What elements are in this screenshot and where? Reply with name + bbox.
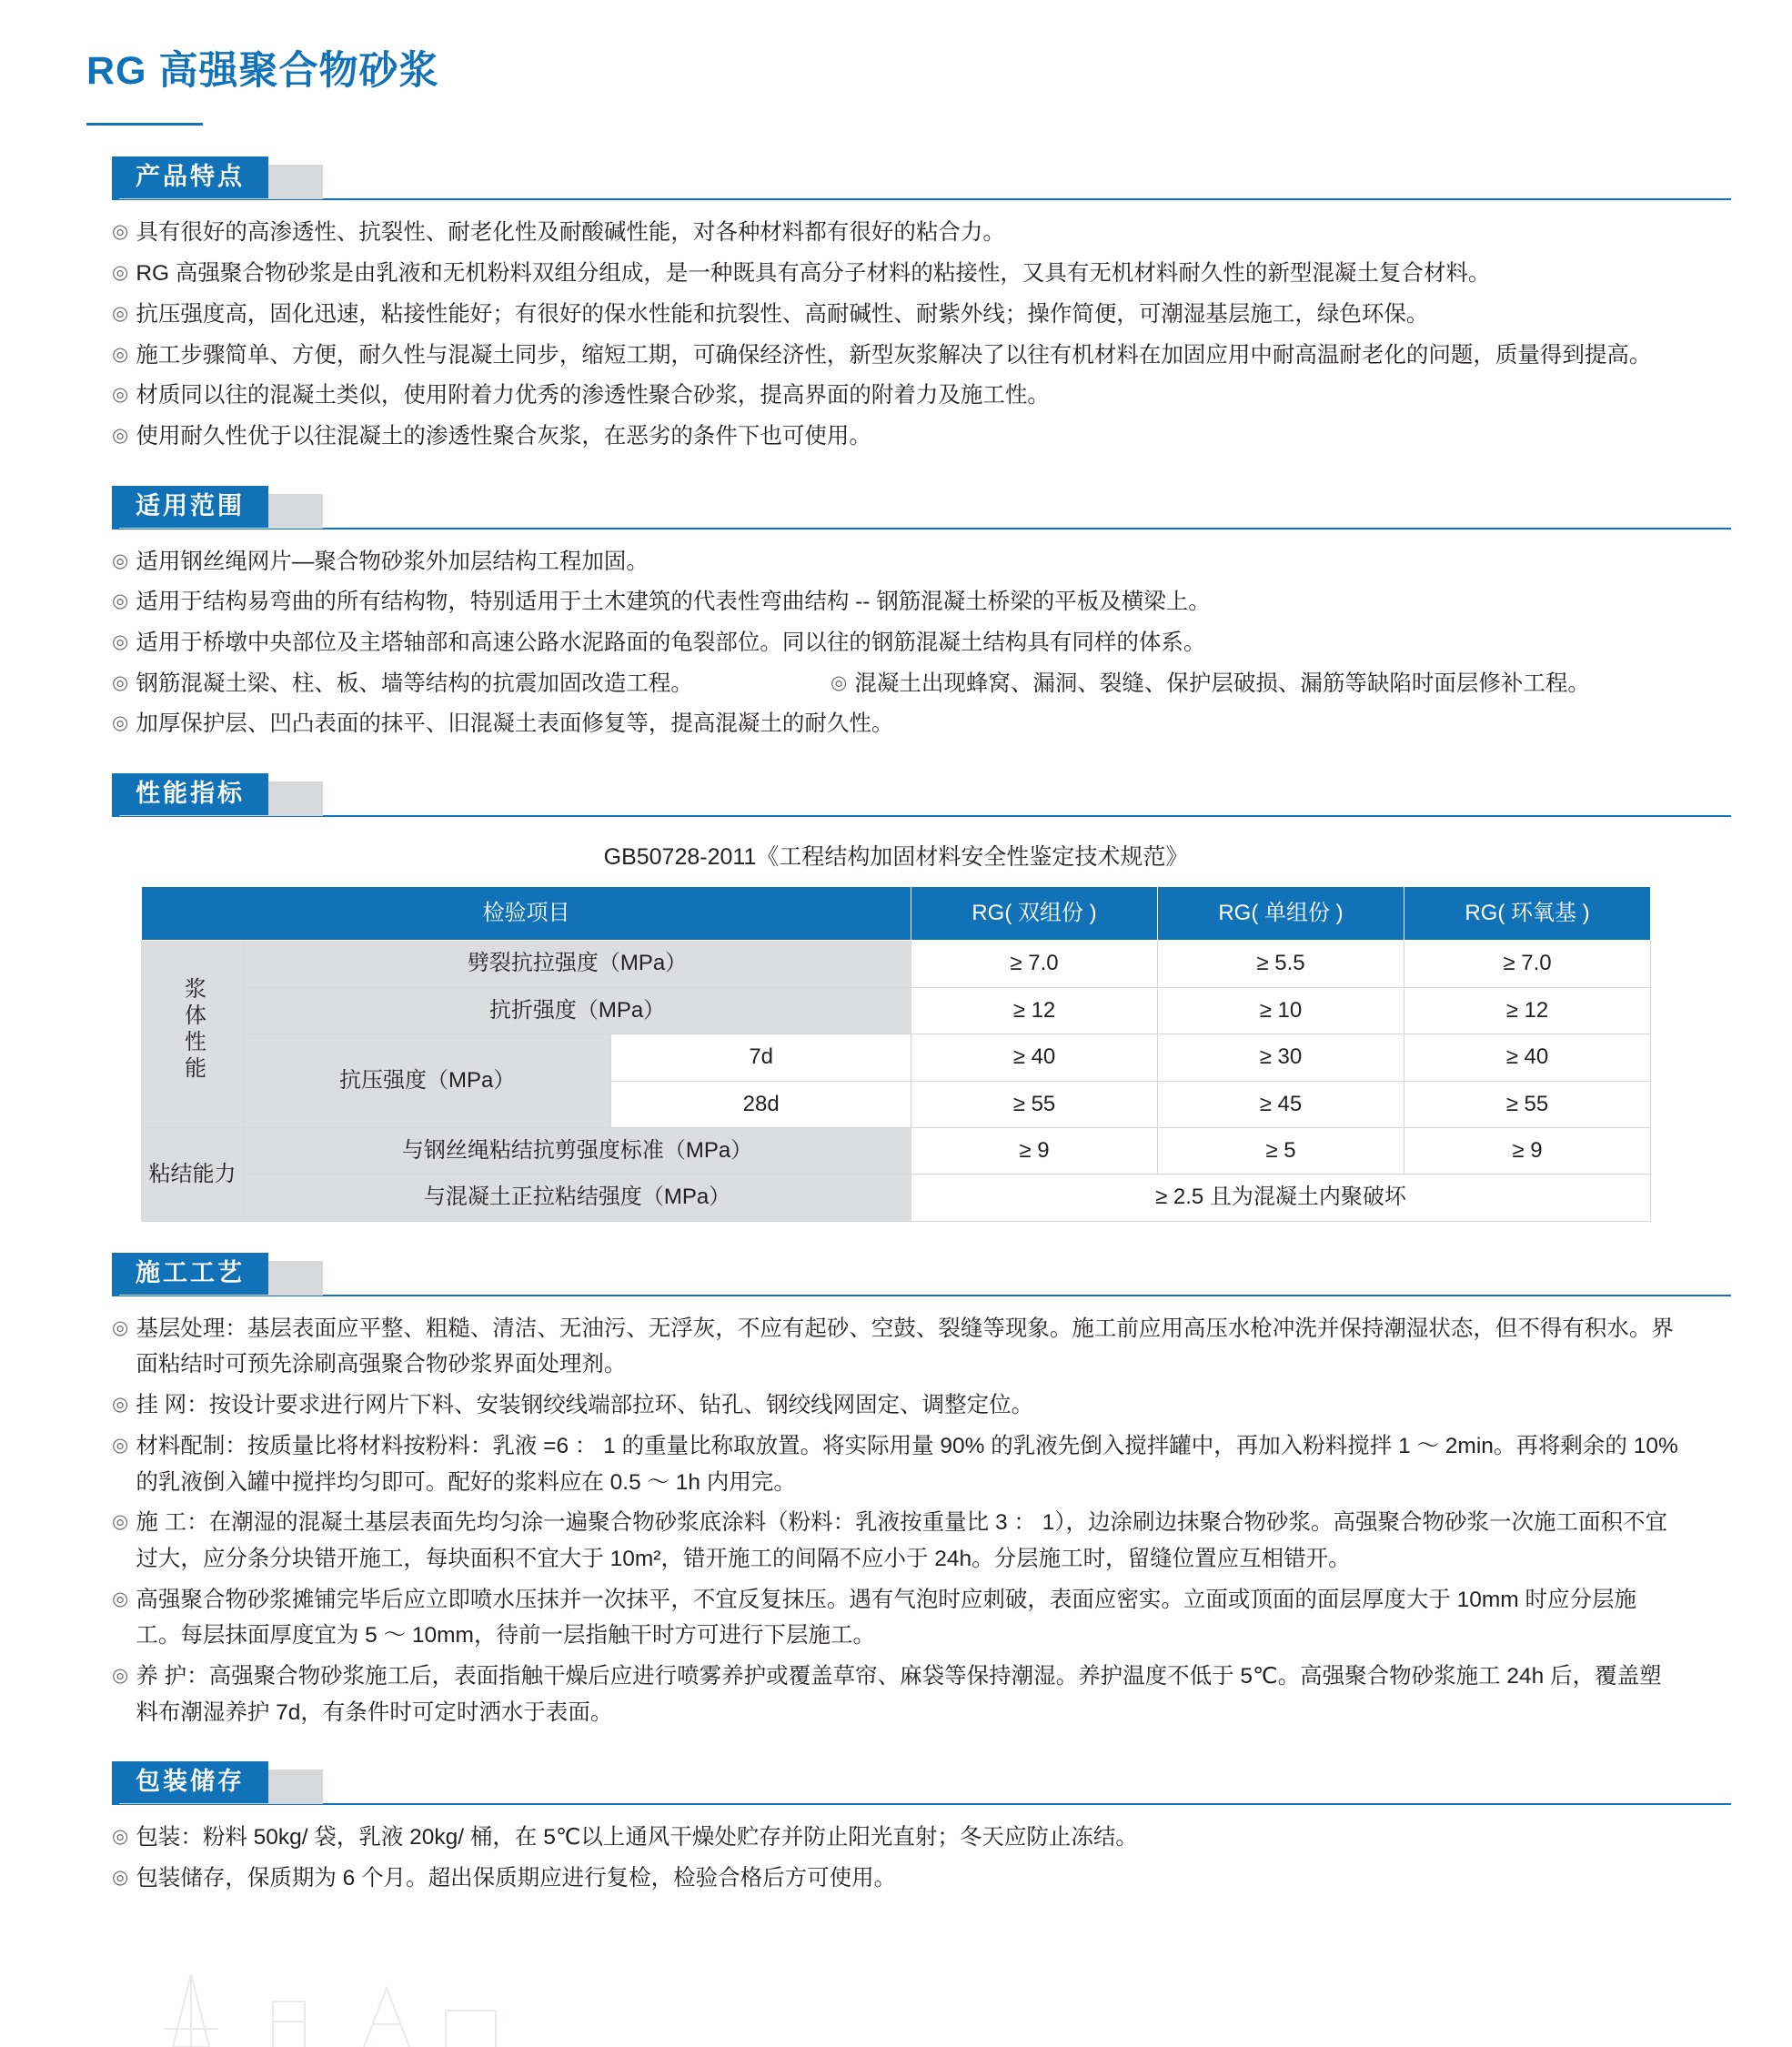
table-row <box>142 1034 1651 1081</box>
bullet-icon: ◎ <box>112 630 129 652</box>
document-page <box>0 26 1792 2047</box>
list-item <box>112 706 1680 742</box>
list-item-text: 钢筋混凝土梁、柱、板、墙等结构的抗震加固改造工程。 <box>136 671 693 696</box>
cell-value: ≥ 55 <box>1404 1081 1650 1127</box>
title-underline <box>86 123 203 126</box>
section-header-rule <box>112 528 1731 529</box>
section-header-label: 适用范围 <box>112 486 268 528</box>
list-item <box>112 1860 1680 1897</box>
packaging-list <box>86 1820 1706 1896</box>
section-header-rule <box>112 1295 1731 1296</box>
list-item-text: 混凝土出现蜂窝、漏洞、裂缝、保护层破损、漏筋等缺陷时面层修补工程。 <box>854 671 1590 696</box>
cell-value-merged: ≥ 2.5 且为混凝土内聚破坏 <box>911 1175 1651 1221</box>
performance-table <box>141 886 1651 1222</box>
list-item <box>112 1428 1680 1500</box>
cell-value: ≥ 5 <box>1158 1128 1404 1175</box>
bullet-icon: ◎ <box>112 1826 129 1848</box>
bullet-icon: ◎ <box>112 1434 129 1456</box>
cell-value: ≥ 30 <box>1158 1034 1404 1081</box>
list-item <box>112 544 1680 580</box>
bullet-icon: ◎ <box>112 1394 129 1416</box>
scope-list <box>86 544 1706 742</box>
list-item-text: 包装：粉料 50kg/ 袋，乳液 20kg/ 桶，在 5℃以上通风干燥处贮存并防止阳光直射；冬天应防止冻结。 <box>136 1825 1138 1850</box>
section-header-label: 施工工艺 <box>112 1253 268 1295</box>
table-header-row <box>142 887 1651 941</box>
cell-value: ≥ 55 <box>911 1081 1158 1127</box>
list-item-text: 使用耐久性优于以往混凝土的渗透性聚合灰浆，在恶劣的条件下也可使用。 <box>136 423 871 449</box>
list-item <box>112 1387 1680 1424</box>
list-item-text: 具有很好的高渗透性、抗裂性、耐老化性及耐酸碱性能，对各种材料都有很好的粘合力。 <box>136 220 1005 246</box>
decorative-watermark <box>136 1938 518 2047</box>
section-header-features <box>112 156 1706 198</box>
bullet-icon: ◎ <box>112 712 129 734</box>
row-group-label-slurry: 浆体性能 <box>142 941 244 1128</box>
section-header-label: 性能指标 <box>112 773 268 815</box>
cell-value: ≥ 9 <box>911 1128 1158 1175</box>
list-item-text: RG 高强聚合物砂浆是由乳液和无机粉料双组分组成，是一种既具有高分子材料的粘接性，又具有无机材料耐久性的新型混凝土复合材料。 <box>136 261 1491 287</box>
bullet-icon: ◎ <box>112 671 129 693</box>
list-item-text: 材质同以往的混凝土类似，使用附着力优秀的渗透性聚合砂浆，提高界面的附着力及施工性。 <box>136 383 1050 408</box>
list-item <box>112 418 1680 455</box>
cell-value: ≥ 40 <box>1404 1034 1650 1081</box>
cell-value: ≥ 12 <box>1404 987 1650 1034</box>
row-label: 抗折强度（MPa） <box>244 987 911 1034</box>
row-label: 劈裂抗拉强度（MPa） <box>244 941 911 987</box>
bullet-icon: ◎ <box>112 1588 129 1609</box>
list-item <box>112 666 831 702</box>
bullet-icon: ◎ <box>112 302 129 324</box>
list-item-text: 施 工：在潮湿的混凝土基层表面先均匀涂一遍聚合物砂浆底涂料（粉料：乳液按重量比 3 ： 1），边涂刷边抹聚合物砂浆。高强聚合物砂浆一次施工面积不宜过大，应分条分块错开施工，每块面积不宜大于 10m²，错开施工的间隔不应小于 24h。分层施工时，留缝位置应互相错开。 <box>136 1510 1668 1571</box>
list-item-text: 抗压强度高，固化迅速，粘接性能好；有很好的保水性能和抗裂性、高耐碱性、耐紫外线；操作简便，可潮湿基层施工，绿色环保。 <box>136 301 1429 327</box>
column-header-rg-two-part: RG( 双组份 ) <box>911 887 1158 941</box>
bullet-icon: ◎ <box>112 1867 129 1889</box>
column-header-rg-epoxy: RG( 环氧基 ) <box>1404 887 1650 941</box>
list-item-text: 适用于桥墩中央部位及主塔轴部和高速公路水泥路面的龟裂部位。同以往的钢筋混凝土结构具有同样的体系。 <box>136 630 1206 655</box>
bullet-icon: ◎ <box>112 1316 129 1338</box>
cell-value: ≥ 9 <box>1404 1128 1650 1175</box>
list-item <box>112 297 1680 333</box>
list-item <box>112 256 1680 292</box>
cell-value: ≥ 10 <box>1158 987 1404 1034</box>
section-header-scope <box>112 486 1706 528</box>
cell-value: ≥ 5.5 <box>1158 941 1404 987</box>
row-group-label-bonding: 粘结能力 <box>142 1128 244 1222</box>
table-row <box>142 1128 1651 1175</box>
list-item <box>831 666 1590 702</box>
row-sublabel: 7d <box>611 1034 911 1081</box>
table-row <box>142 1175 1651 1221</box>
table-row <box>142 987 1651 1034</box>
bullet-icon: ◎ <box>112 343 129 365</box>
list-item <box>112 215 1680 251</box>
table-row <box>142 941 1651 987</box>
cell-value: ≥ 7.0 <box>1404 941 1650 987</box>
row-sublabel: 28d <box>611 1081 911 1127</box>
list-item-text: 挂 网：按设计要求进行网片下料、安装钢绞线端部拉环、钻孔、钢绞线网固定、调整定位。 <box>136 1393 1034 1418</box>
list-item-text: 养 护：高强聚合物砂浆施工后，表面指触干燥后应进行喷雾养护或覆盖草帘、麻袋等保持潮湿。养护温度不低于 5℃。高强聚合物砂浆施工 24h 后，覆盖塑料布潮湿养护 7d，有条件时可定时洒水于表面。 <box>136 1663 1662 1725</box>
list-item <box>112 1820 1680 1856</box>
list-item <box>112 625 1680 661</box>
section-header-performance <box>112 773 1706 815</box>
list-item-text: 高强聚合物砂浆摊铺完毕后应立即喷水压抹并一次抹平，不宜反复抹压。遇有气泡时应刺破，表面应密实。立面或顶面的面层厚度大于 10mm 时应分层施工。每层抹面厚度宜为 5 ～ 10mm，待前一层指触干时方可进行下层施工。 <box>136 1587 1637 1649</box>
list-item-text: 基层处理：基层表面应平整、粗糙、清洁、无油污、无浮灰，不应有起砂、空鼓、裂缝等现象。施工前应用高压水枪冲洗并保持潮湿状态，但不得有积水。界面粘结时可预先涂刷高强聚合物砂浆界面处理剂。 <box>136 1316 1674 1377</box>
list-item-text: 适用钢丝绳网片—聚合物砂浆外加层结构工程加固。 <box>136 549 649 574</box>
table-caption: GB50728-2011《工程结构加固材料安全性鉴定技术规范》 <box>603 844 1189 871</box>
section-header-rule <box>112 1803 1731 1805</box>
column-header-rg-one-part: RG( 单组份 ) <box>1158 887 1404 941</box>
list-item <box>112 338 1680 374</box>
list-item <box>112 1311 1680 1383</box>
section-header-label: 产品特点 <box>112 156 268 198</box>
row-label: 抗压强度（MPa） <box>244 1034 611 1128</box>
cell-value: ≥ 12 <box>911 987 1158 1034</box>
cell-value: ≥ 7.0 <box>911 941 1158 987</box>
list-item <box>112 1582 1680 1654</box>
cell-value: ≥ 40 <box>911 1034 1158 1081</box>
section-header-process <box>112 1253 1706 1295</box>
list-item-text: 适用于结构易弯曲的所有结构物，特别适用于土木建筑的代表性弯曲结构 -- 钢筋混凝土桥梁的平板及横梁上。 <box>136 590 1211 615</box>
list-item-text: 加厚保护层、凹凸表面的抹平、旧混凝土表面修复等，提高混凝土的耐久性。 <box>136 711 894 737</box>
column-header-item: 检验项目 <box>142 887 911 941</box>
bullet-icon: ◎ <box>112 1664 129 1686</box>
features-list <box>86 215 1706 454</box>
list-item-two-column <box>112 666 1680 702</box>
page-title: RG 高强聚合物砂浆 <box>86 48 439 93</box>
bullet-icon: ◎ <box>112 384 129 406</box>
list-item-text: 施工步骤简单、方便，耐久性与混凝土同步，缩短工期，可确保经济性，新型灰浆解决了以往有机材料在加固应用中耐高温耐老化的问题，质量得到提高。 <box>136 342 1652 368</box>
list-item-text: 材料配制：按质量比将材料按粉料：乳液 =6 ： 1 的重量比称取放置。将实际用量 90% 的乳液先倒入搅拌罐中，再加入粉料搅拌 1 ～ 2min。再将剩余的 10% 的乳液倒入罐中搅拌均匀即可。配好的浆料应在 0.5 ～ 1h 内用完。 <box>136 1433 1678 1495</box>
bullet-icon: ◎ <box>112 424 129 446</box>
list-item <box>112 584 1680 620</box>
bullet-icon: ◎ <box>112 221 129 243</box>
process-list <box>86 1311 1706 1731</box>
section-header-packaging <box>112 1761 1706 1803</box>
bullet-icon: ◎ <box>112 262 129 284</box>
bullet-icon: ◎ <box>112 590 129 612</box>
section-header-rule <box>112 815 1731 817</box>
bullet-icon: ◎ <box>831 671 848 693</box>
row-label: 与钢丝绳粘结抗剪强度标准（MPa） <box>244 1128 911 1175</box>
row-label: 与混凝土正拉粘结强度（MPa） <box>244 1175 911 1221</box>
cell-value: ≥ 45 <box>1158 1081 1404 1127</box>
section-header-rule <box>112 198 1731 200</box>
bullet-icon: ◎ <box>112 550 129 571</box>
list-item <box>112 1659 1680 1730</box>
bullet-icon: ◎ <box>112 1511 129 1533</box>
list-item <box>112 378 1680 414</box>
list-item <box>112 1505 1680 1577</box>
list-item-text: 包装储存，保质期为 6 个月。超出保质期应进行复检，检验合格后方可使用。 <box>136 1866 897 1891</box>
section-header-label: 包装储存 <box>112 1761 268 1803</box>
